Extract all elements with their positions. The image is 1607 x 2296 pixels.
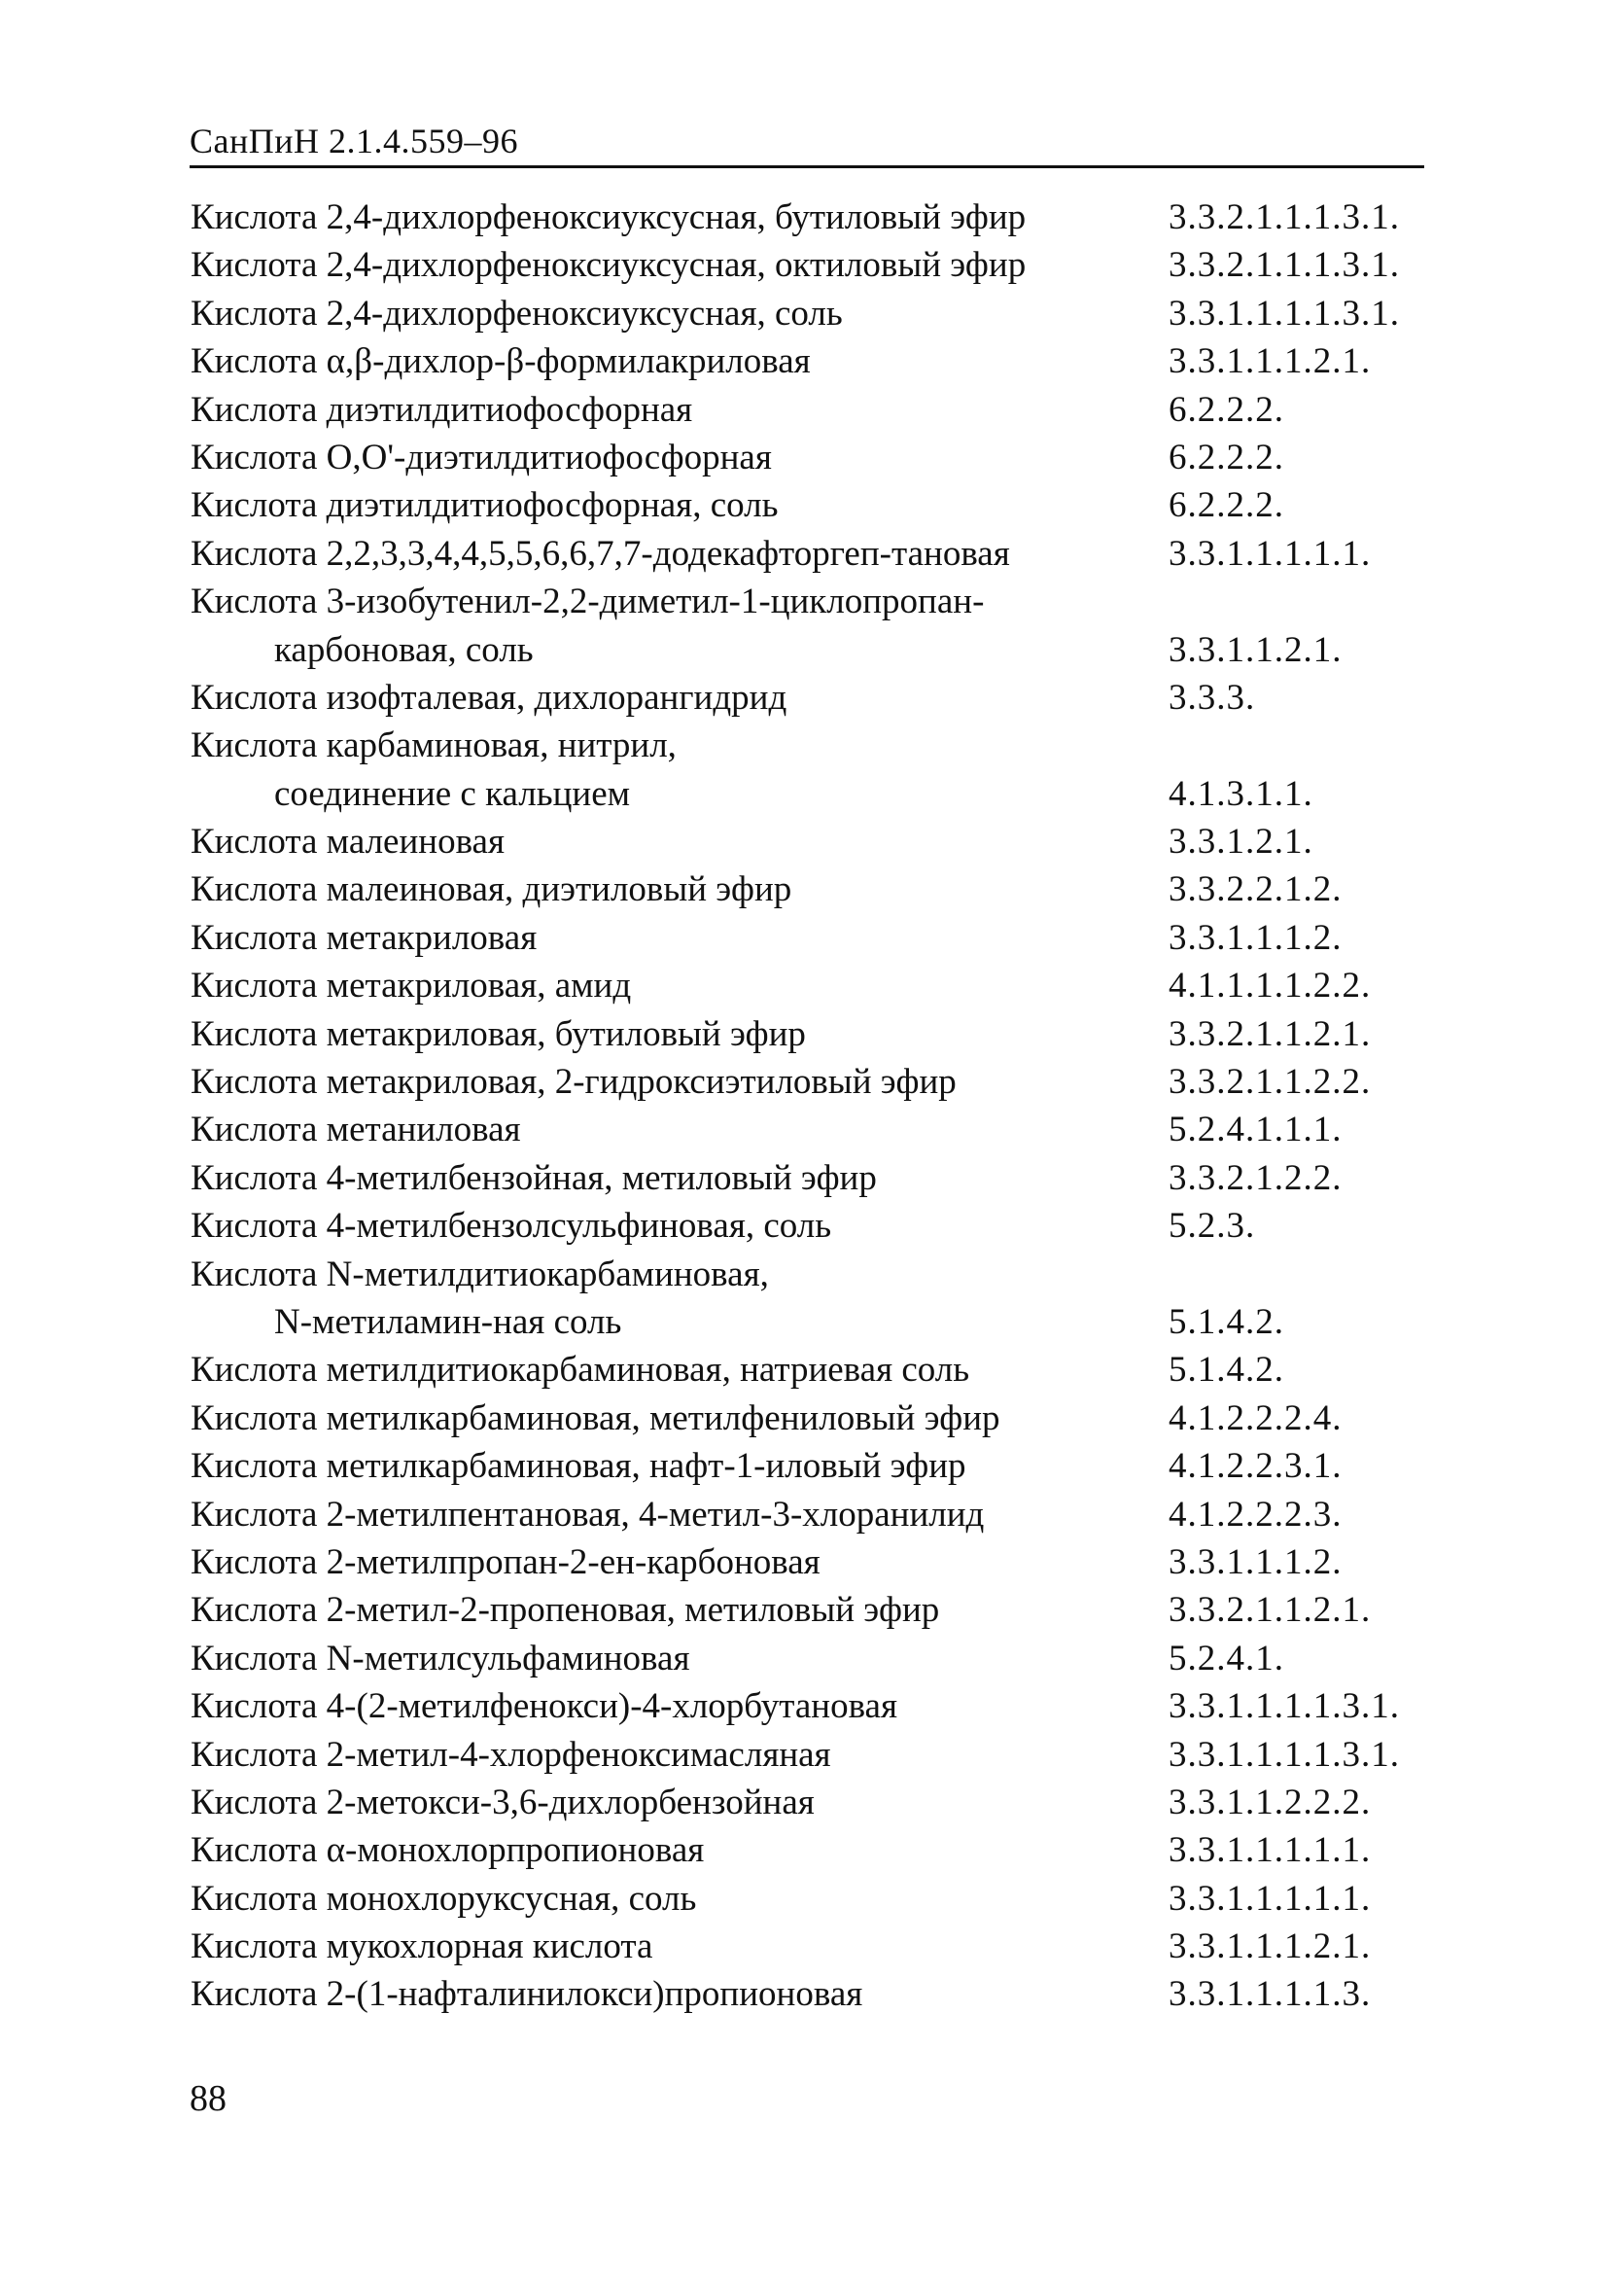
entry-name: Кислота 2,4-дихлорфеноксиуксусная, октиловый эфир: [191, 245, 1027, 286]
entry-code: 3.3.1.1.1.1.3.1.: [1169, 1686, 1400, 1727]
index-entry: [191, 1923, 1454, 1970]
index-entry: [191, 1779, 1454, 1826]
entry-code: 3.3.2.1.1.2.2.: [1169, 1062, 1372, 1103]
index-entry: [191, 865, 1454, 913]
index-entry: [191, 1251, 1454, 1347]
entry-name: Кислота N-метилсульфаминовая: [191, 1638, 690, 1678]
entry-code: 6.2.2.2.: [1169, 389, 1284, 430]
index-entries: [191, 194, 1454, 2019]
entry-code: 3.3.2.1.1.2.1.: [1169, 1013, 1372, 1054]
entry-line: [191, 1779, 1454, 1826]
entry-code: 3.3.1.1.1.2.: [1169, 1541, 1343, 1582]
entry-line: [191, 1395, 1454, 1442]
entry-line: [191, 1491, 1454, 1538]
index-entry: [191, 1010, 1454, 1058]
entry-name: Кислота метилкарбаминовая, нафт-1-иловый эфир: [191, 1446, 966, 1487]
entry-line: [191, 241, 1454, 289]
entry-name: Кислота 2-(1-нафталинилокси)пропионовая: [191, 1974, 863, 2015]
entry-line: [191, 578, 1454, 625]
entry-code: 5.1.4.2.: [1169, 1301, 1284, 1342]
entry-line: [191, 1826, 1454, 1874]
entry-code: 3.3.1.1.1.2.: [1169, 917, 1343, 958]
entry-line: [191, 1635, 1454, 1682]
entry-line: [191, 481, 1454, 529]
entry-line: [191, 290, 1454, 337]
entry-name: Кислота 2-метилпропан-2-ен-карбоновая: [191, 1541, 821, 1582]
entry-name: Кислота метаниловая: [191, 1110, 521, 1150]
index-entry: [191, 530, 1454, 578]
entry-name: Кислота 2-метил-4-хлорфеноксимасляная: [191, 1734, 831, 1775]
entry-name: Кислота 3-изобутенил-2,2-диметил-1-циклопропан-: [191, 582, 985, 622]
entry-name: Кислота метакриловая, амид: [191, 966, 632, 1007]
index-entry: [191, 1106, 1454, 1153]
index-entry: [191, 434, 1454, 481]
entry-code: 3.3.2.1.1.2.1.: [1169, 1590, 1372, 1631]
entry-name: Кислота N-метилдитиокарбаминовая,: [191, 1254, 769, 1294]
entry-line: [191, 1923, 1454, 1970]
index-entry: [191, 1731, 1454, 1779]
entry-line: [191, 1442, 1454, 1490]
entry-line: [191, 194, 1454, 241]
entry-name: Кислота монохлоруксусная, соль: [191, 1878, 697, 1919]
entry-line: [191, 1731, 1454, 1779]
entry-name: Кислота метилдитиокарбаминовая, натриевая соль: [191, 1350, 970, 1391]
entry-line: [191, 1970, 1454, 2018]
index-entry: [191, 914, 1454, 962]
index-entry: [191, 1635, 1454, 1682]
entry-line-continuation: [191, 770, 1454, 818]
index-entry: [191, 241, 1454, 289]
entry-code: 4.1.3.1.1.: [1169, 773, 1313, 814]
entry-name: Кислота изофталевая, дихлорангидрид: [191, 677, 787, 718]
entry-name: Кислота 2-метилпентановая, 4-метил-3-хлоранилид: [191, 1494, 985, 1535]
entry-name: Кислота 2-метокси-3,6-дихлорбензойная: [191, 1782, 815, 1822]
entry-name: соединение с кальцием: [274, 773, 631, 814]
entry-line: [191, 1538, 1454, 1586]
entry-line-continuation: [191, 1298, 1454, 1346]
entry-line: [191, 962, 1454, 1009]
index-entry: [191, 1058, 1454, 1106]
index-entry: [191, 194, 1454, 241]
index-entry: [191, 1970, 1454, 2018]
entry-line: [191, 530, 1454, 578]
entry-code: 3.3.1.1.1.1.1.: [1169, 1878, 1372, 1919]
index-entry: [191, 1682, 1454, 1730]
entry-line: [191, 1106, 1454, 1153]
entry-line: [191, 1682, 1454, 1730]
entry-name: Кислота метилкарбаминовая, метилфениловый эфир: [191, 1397, 1000, 1438]
entry-code: 3.3.1.1.1.1.3.1.: [1169, 293, 1400, 334]
entry-code: 4.1.1.1.1.2.2.: [1169, 966, 1372, 1007]
entry-code: 3.3.1.1.2.1.: [1169, 629, 1343, 670]
entry-code: 3.3.2.1.1.1.3.1.: [1169, 245, 1400, 286]
index-entry: [191, 818, 1454, 865]
index-entry: [191, 1346, 1454, 1394]
entry-code: 3.3.1.1.1.2.1.: [1169, 341, 1372, 382]
entry-code: 3.3.2.1.2.2.: [1169, 1157, 1343, 1198]
entry-line: [191, 1586, 1454, 1634]
entry-code: 5.1.4.2.: [1169, 1350, 1284, 1391]
index-entry: [191, 1395, 1454, 1442]
entry-code: 6.2.2.2.: [1169, 437, 1284, 477]
index-entry: [191, 962, 1454, 1009]
entry-line: [191, 865, 1454, 913]
entry-code: 5.2.3.: [1169, 1206, 1256, 1247]
entry-code: 3.3.1.1.1.1.3.1.: [1169, 1734, 1400, 1775]
entry-code: 5.2.4.1.1.1.: [1169, 1110, 1343, 1150]
entry-line: [191, 337, 1454, 385]
entry-name: Кислота 4-метилбензолсульфиновая, соль: [191, 1206, 832, 1247]
entry-name: Кислота О,О'-диэтилдитиофосфорная: [191, 437, 772, 477]
entry-line: [191, 386, 1454, 434]
entry-name: карбоновая, соль: [274, 629, 534, 670]
entry-code: 3.3.1.1.1.1.3.: [1169, 1974, 1372, 2015]
entry-name: Кислота мукохлорная кислота: [191, 1926, 653, 1967]
index-entry: [191, 1491, 1454, 1538]
entry-code: 6.2.2.2.: [1169, 485, 1284, 526]
page-number: 88: [190, 2078, 227, 2119]
document-header: СанПиН 2.1.4.559–96: [190, 122, 519, 160]
entry-line: [191, 1346, 1454, 1394]
entry-code: 3.3.1.1.1.1.1.: [1169, 533, 1372, 574]
entry-name: Кислота 2,4-дихлорфеноксиуксусная, соль: [191, 293, 843, 334]
index-entry: [191, 1875, 1454, 1923]
entry-code: 3.3.1.2.1.: [1169, 822, 1313, 863]
entry-line: [191, 722, 1454, 769]
entry-code: 4.1.2.2.2.3.: [1169, 1494, 1343, 1535]
entry-code: 3.3.1.1.1.1.1.: [1169, 1830, 1372, 1871]
entry-code: 3.3.1.1.2.2.2.: [1169, 1782, 1372, 1822]
entry-name: Кислота карбаминовая, нитрил,: [191, 725, 677, 766]
index-entry: [191, 337, 1454, 385]
index-entry: [191, 1154, 1454, 1202]
entry-name: Кислота малеиновая, диэтиловый эфир: [191, 869, 792, 910]
entry-name: Кислота диэтилдитиофосфорная: [191, 389, 693, 430]
entry-code: 3.3.2.2.1.2.: [1169, 869, 1343, 910]
index-entry: [191, 386, 1454, 434]
entry-line: [191, 434, 1454, 481]
index-entry: [191, 1538, 1454, 1586]
index-entry: [191, 481, 1454, 529]
entry-line: [191, 1251, 1454, 1298]
entry-line: [191, 674, 1454, 722]
entry-name: Кислота метакриловая: [191, 917, 538, 958]
entry-name: Кислота 4-метилбензойная, метиловый эфир: [191, 1157, 877, 1198]
index-entry: [191, 290, 1454, 337]
entry-line-continuation: [191, 626, 1454, 674]
entry-line: [191, 1010, 1454, 1058]
index-entry: [191, 1202, 1454, 1250]
entry-code: 3.3.1.1.1.2.1.: [1169, 1926, 1372, 1967]
entry-name: Кислота метакриловая, бутиловый эфир: [191, 1013, 806, 1054]
entry-name: Кислота 2,2,3,3,4,4,5,5,6,6,7,7-додекафторгеп-тановая: [191, 533, 1010, 574]
entry-name: Кислота 2-метил-2-пропеновая, метиловый эфир: [191, 1590, 940, 1631]
entry-line: [191, 1154, 1454, 1202]
index-entry: [191, 722, 1454, 818]
header-rule: [190, 165, 1424, 168]
index-entry: [191, 1826, 1454, 1874]
entry-name: Кислота α-монохлорпропионовая: [191, 1830, 705, 1871]
entry-name: Кислота 2,4-дихлорфеноксиуксусная, бутиловый эфир: [191, 197, 1027, 237]
entry-code: 4.1.2.2.3.1.: [1169, 1446, 1343, 1487]
index-entry: [191, 1442, 1454, 1490]
index-entry: [191, 674, 1454, 722]
entry-name: Кислота метакриловая, 2-гидроксиэтиловый эфир: [191, 1062, 957, 1103]
index-entry: [191, 1586, 1454, 1634]
entry-name: Кислота 4-(2-метилфенокси)-4-хлорбутановая: [191, 1686, 897, 1727]
entry-line: [191, 1202, 1454, 1250]
entry-line: [191, 1058, 1454, 1106]
entry-code: 4.1.2.2.2.4.: [1169, 1397, 1343, 1438]
entry-line: [191, 914, 1454, 962]
entry-code: 5.2.4.1.: [1169, 1638, 1284, 1678]
entry-line: [191, 1875, 1454, 1923]
entry-name: Кислота диэтилдитиофосфорная, соль: [191, 485, 779, 526]
entry-line: [191, 818, 1454, 865]
entry-name: N-метиламин-ная соль: [274, 1301, 622, 1342]
entry-code: 3.3.2.1.1.1.3.1.: [1169, 197, 1400, 237]
entry-name: Кислота малеиновая: [191, 822, 505, 863]
entry-code: 3.3.3.: [1169, 677, 1256, 718]
entry-name: Кислота α,β-дихлор-β-формилакриловая: [191, 341, 811, 382]
index-entry: [191, 578, 1454, 674]
